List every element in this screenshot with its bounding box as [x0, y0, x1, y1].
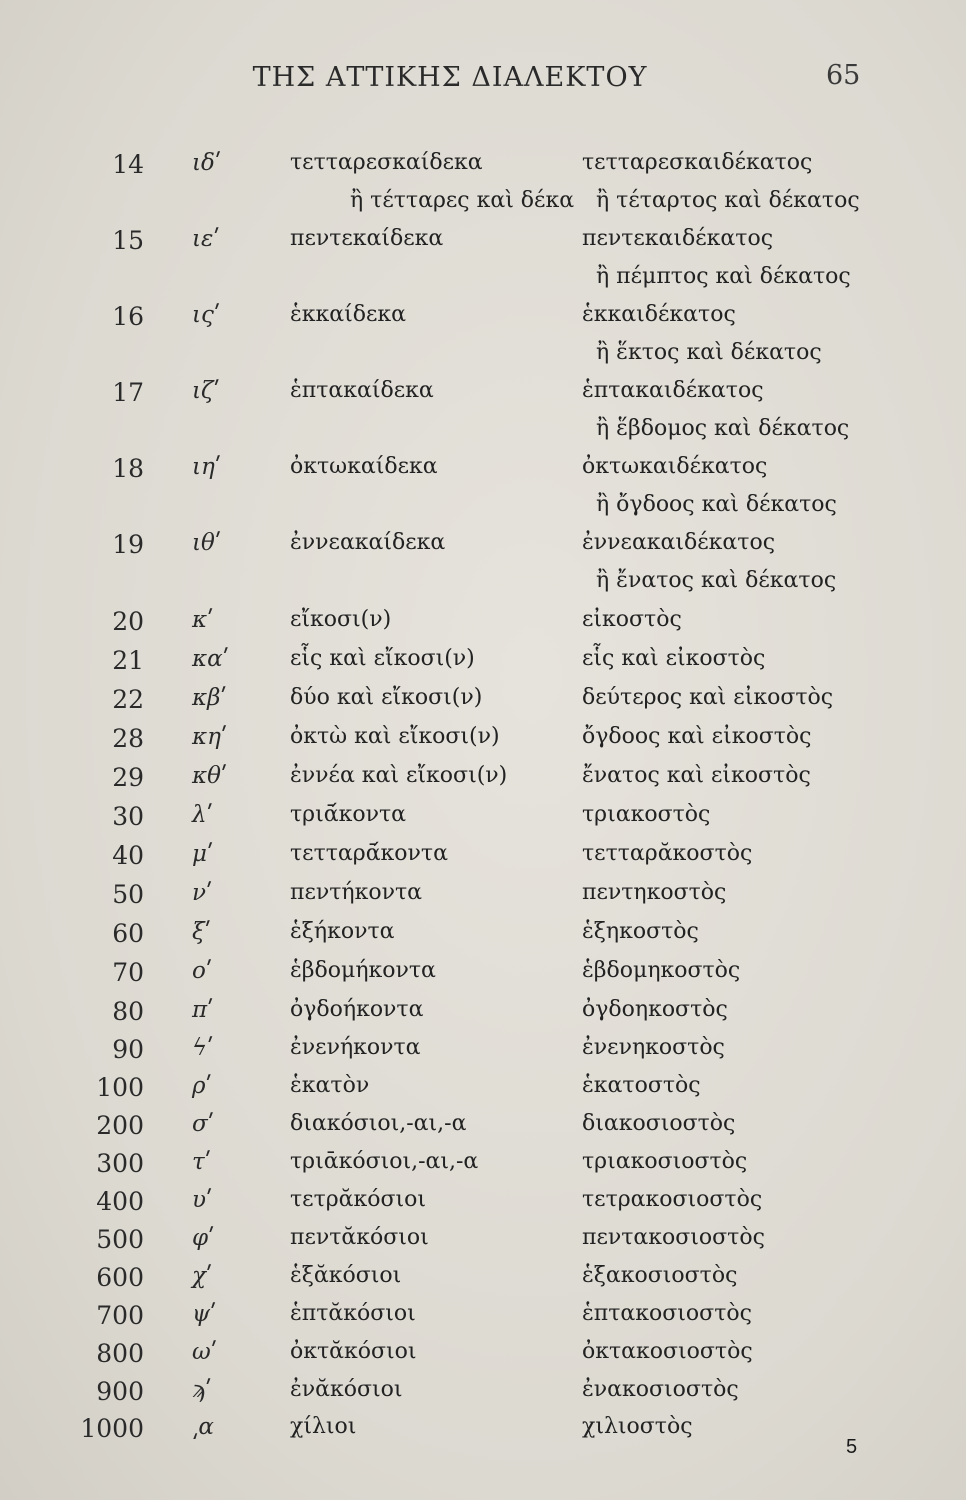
ordinal-word: ἑκκαιδέκατος [582, 302, 736, 327]
table-row [0, 958, 966, 998]
ordinal-word: τριακοστὸς [582, 802, 711, 827]
cardinal-word: πεντᾰκόσιοι [290, 1225, 429, 1250]
arabic-number: 28 [112, 724, 144, 753]
table-row [0, 919, 966, 959]
table-row [0, 763, 966, 803]
cardinal-word: ἑκκαίδεκα [290, 302, 407, 327]
ordinal-word: τετρακοσιοστὸς [582, 1187, 763, 1212]
greek-numeral-symbol: ιεʹ [192, 226, 220, 252]
cardinal-word: ὀκτὼ καὶ εἴκοσι(ν) [290, 724, 500, 749]
greek-numeral-symbol: υʹ [192, 1187, 213, 1213]
greek-numeral-symbol: ωʹ [192, 1339, 218, 1365]
table-row [0, 880, 966, 920]
arabic-number: 16 [112, 302, 144, 331]
ordinal-word: διακοσιοστὸς [582, 1111, 736, 1136]
running-header-title: ΤΗΣ ΑΤΤΙΚΗΣ ΔΙΑΛΕΚΤΟΥ [252, 62, 648, 93]
cardinal-word: τετταρεσκαίδεκα [290, 150, 483, 175]
cardinal-word: ἑκατὸν [290, 1073, 370, 1098]
greek-numeral-symbol: λʹ [192, 802, 213, 828]
table-row [0, 1111, 966, 1151]
greek-numeral-symbol: ιζʹ [192, 378, 220, 404]
ordinal-word: ἑκατοστὸς [582, 1073, 701, 1098]
table-row [0, 302, 966, 342]
ordinal-word: ἑπτακοσιοστὸς [582, 1301, 752, 1326]
cardinal-word: τετρᾰκόσιοι [290, 1187, 427, 1212]
ordinal-word: πεντεκαιδέκατος [582, 226, 774, 251]
greek-numeral-symbol: ϟʹ [192, 1035, 214, 1061]
greek-numeral-symbol: ϡʹ [192, 1377, 212, 1403]
ordinal-alternative: ἢ πέμπτος καὶ δέκατος [596, 264, 851, 289]
ordinal-word: ὀγδοηκοστὸς [582, 997, 728, 1022]
cardinal-word: τριᾱ́κοντα [290, 802, 406, 827]
table-row [0, 802, 966, 842]
arabic-number: 21 [112, 646, 144, 675]
table-row [0, 1377, 966, 1417]
table-row-alternative [0, 264, 966, 304]
cardinal-word: ὀγδοήκοντα [290, 997, 424, 1022]
ordinal-word: τετταρεσκαιδέκατος [582, 150, 813, 175]
cardinal-word: ἑπτᾰκόσιοι [290, 1301, 416, 1326]
cardinal-word: χίλιοι [290, 1414, 357, 1439]
greek-numeral-symbol: φʹ [192, 1225, 215, 1251]
cardinal-alternative: ἢ τέτταρες καὶ δέκα [350, 188, 575, 213]
greek-numeral-symbol: κβʹ [192, 685, 227, 711]
arabic-number: 70 [112, 958, 144, 987]
cardinal-word: τριᾱκόσιοι,-αι,-α [290, 1149, 479, 1174]
arabic-number: 700 [96, 1301, 144, 1330]
table-row-alternative [0, 340, 966, 380]
ordinal-word: εἰκοστὸς [582, 607, 682, 632]
cardinal-word: εἴκοσι(ν) [290, 607, 392, 632]
greek-numeral-symbol: ͵α [192, 1414, 214, 1440]
arabic-number: 200 [96, 1111, 144, 1140]
ordinal-alternative: ἢ ἔνατος καὶ δέκατος [596, 568, 837, 593]
arabic-number: 1000 [80, 1414, 144, 1443]
arabic-number: 17 [112, 378, 144, 407]
greek-numeral-symbol: ιςʹ [192, 302, 221, 328]
arabic-number: 15 [112, 226, 144, 255]
ordinal-word: δεύτερος καὶ εἰκοστὸς [582, 685, 834, 710]
ordinal-alternative: ἢ ἕβδομος καὶ δέκατος [596, 416, 850, 441]
greek-numeral-symbol: καʹ [192, 646, 230, 672]
table-row [0, 997, 966, 1037]
signature-mark: 5 [846, 1436, 858, 1458]
ordinal-word: ἑπτακαιδέκατος [582, 378, 764, 403]
ordinal-word: ἐννεακαιδέκατος [582, 530, 776, 555]
table-row [0, 1263, 966, 1303]
ordinal-word: ἑξακοσιοστὸς [582, 1263, 738, 1288]
arabic-number: 18 [112, 454, 144, 483]
greek-numeral-symbol: ρʹ [192, 1073, 212, 1099]
greek-numeral-symbol: ιηʹ [192, 454, 222, 480]
ordinal-word: ὀκτακοσιοστὸς [582, 1339, 753, 1364]
arabic-number: 900 [96, 1377, 144, 1406]
arabic-number: 60 [112, 919, 144, 948]
cardinal-word: πεντεκαίδεκα [290, 226, 444, 251]
arabic-number: 100 [96, 1073, 144, 1102]
table-row [0, 607, 966, 647]
table-row [0, 1414, 966, 1454]
greek-numeral-symbol: κθʹ [192, 763, 228, 789]
page-number: 65 [826, 60, 861, 91]
table-row-alternative [0, 188, 966, 228]
table-row [0, 724, 966, 764]
ordinal-alternative: ἢ τέταρτος καὶ δέκατος [596, 188, 860, 213]
ordinal-alternative: ἢ ἕκτος καὶ δέκατος [596, 340, 822, 365]
greek-numeral-symbol: νʹ [192, 880, 213, 906]
arabic-number: 29 [112, 763, 144, 792]
arabic-number: 22 [112, 685, 144, 714]
ordinal-alternative: ἢ ὄγδοος καὶ δέκατος [596, 492, 837, 517]
cardinal-word: διακόσιοι,-αι,-α [290, 1111, 467, 1136]
cardinal-word: ἐνενήκοντα [290, 1035, 421, 1060]
table-row [0, 841, 966, 881]
ordinal-word: ἔνατος καὶ εἰκοστὸς [582, 763, 811, 788]
table-row-alternative [0, 416, 966, 456]
greek-numeral-symbol: κηʹ [192, 724, 228, 750]
arabic-number: 19 [112, 530, 144, 559]
arabic-number: 600 [96, 1263, 144, 1292]
ordinal-word: εἷς καὶ εἰκοστὸς [582, 646, 766, 671]
greek-numeral-symbol: πʹ [192, 997, 214, 1023]
ordinal-word: ὀκτωκαιδέκατος [582, 454, 768, 479]
ordinal-word: χιλιοστὸς [582, 1414, 693, 1439]
cardinal-word: ἐννέα καὶ εἴκοσι(ν) [290, 763, 508, 788]
table-row [0, 685, 966, 725]
greek-numeral-symbol: οʹ [192, 958, 213, 984]
ordinal-word: πεντηκοστὸς [582, 880, 727, 905]
table-row [0, 150, 966, 190]
ordinal-word: ἐνενηκοστὸς [582, 1035, 725, 1060]
table-row [0, 1149, 966, 1189]
table-row-alternative [0, 568, 966, 608]
greek-numeral-symbol: ξʹ [192, 919, 212, 945]
greek-numeral-symbol: ιδʹ [192, 150, 222, 176]
ordinal-word: τριακοσιοστὸς [582, 1149, 748, 1174]
cardinal-word: δύο καὶ εἴκοσι(ν) [290, 685, 483, 710]
cardinal-word: ὀκτωκαίδεκα [290, 454, 438, 479]
table-row [0, 378, 966, 418]
table-row [0, 1225, 966, 1265]
greek-numeral-symbol: τʹ [192, 1149, 212, 1175]
table-row-alternative [0, 492, 966, 532]
greek-numeral-symbol: ψʹ [192, 1301, 217, 1327]
ordinal-word: ὄγδοος καὶ εἰκοστὸς [582, 724, 812, 749]
arabic-number: 50 [112, 880, 144, 909]
table-row [0, 1339, 966, 1379]
table-row [0, 646, 966, 686]
cardinal-word: τετταρᾱ́κοντα [290, 841, 448, 866]
ordinal-word: τετταρᾰκοστὸς [582, 841, 753, 866]
table-row [0, 226, 966, 266]
greek-numeral-symbol: μʹ [192, 841, 214, 867]
arabic-number: 80 [112, 997, 144, 1026]
greek-numeral-symbol: ιθʹ [192, 530, 222, 556]
cardinal-word: ἑπτακαίδεκα [290, 378, 434, 403]
cardinal-word: ἑξᾰκόσιοι [290, 1263, 402, 1288]
cardinal-word: εἷς καὶ εἴκοσι(ν) [290, 646, 475, 671]
table-row [0, 1035, 966, 1075]
ordinal-word: ἑβδομηκοστὸς [582, 958, 741, 983]
arabic-number: 800 [96, 1339, 144, 1368]
arabic-number: 500 [96, 1225, 144, 1254]
cardinal-word: ἐννεακαίδεκα [290, 530, 446, 555]
greek-numeral-symbol: χʹ [192, 1263, 213, 1289]
cardinal-word: ἑξήκοντα [290, 919, 395, 944]
table-row [0, 1301, 966, 1341]
table-row [0, 1187, 966, 1227]
cardinal-word: ἐνᾰκόσιοι [290, 1377, 403, 1402]
cardinal-word: πεντήκοντα [290, 880, 422, 905]
table-row [0, 530, 966, 570]
table-row [0, 1073, 966, 1113]
ordinal-word: ἐνακοσιοστὸς [582, 1377, 739, 1402]
arabic-number: 20 [112, 607, 144, 636]
ordinal-word: ἑξηκοστὸς [582, 919, 699, 944]
cardinal-word: ἑβδομήκοντα [290, 958, 436, 983]
cardinal-word: ὀκτᾰκόσιοι [290, 1339, 417, 1364]
arabic-number: 14 [112, 150, 144, 179]
arabic-number: 400 [96, 1187, 144, 1216]
ordinal-word: πεντακοσιοστὸς [582, 1225, 765, 1250]
table-row [0, 454, 966, 494]
arabic-number: 40 [112, 841, 144, 870]
arabic-number: 90 [112, 1035, 144, 1064]
greek-numeral-symbol: κʹ [192, 607, 214, 633]
arabic-number: 300 [96, 1149, 144, 1178]
greek-numeral-symbol: σʹ [192, 1111, 215, 1137]
arabic-number: 30 [112, 802, 144, 831]
